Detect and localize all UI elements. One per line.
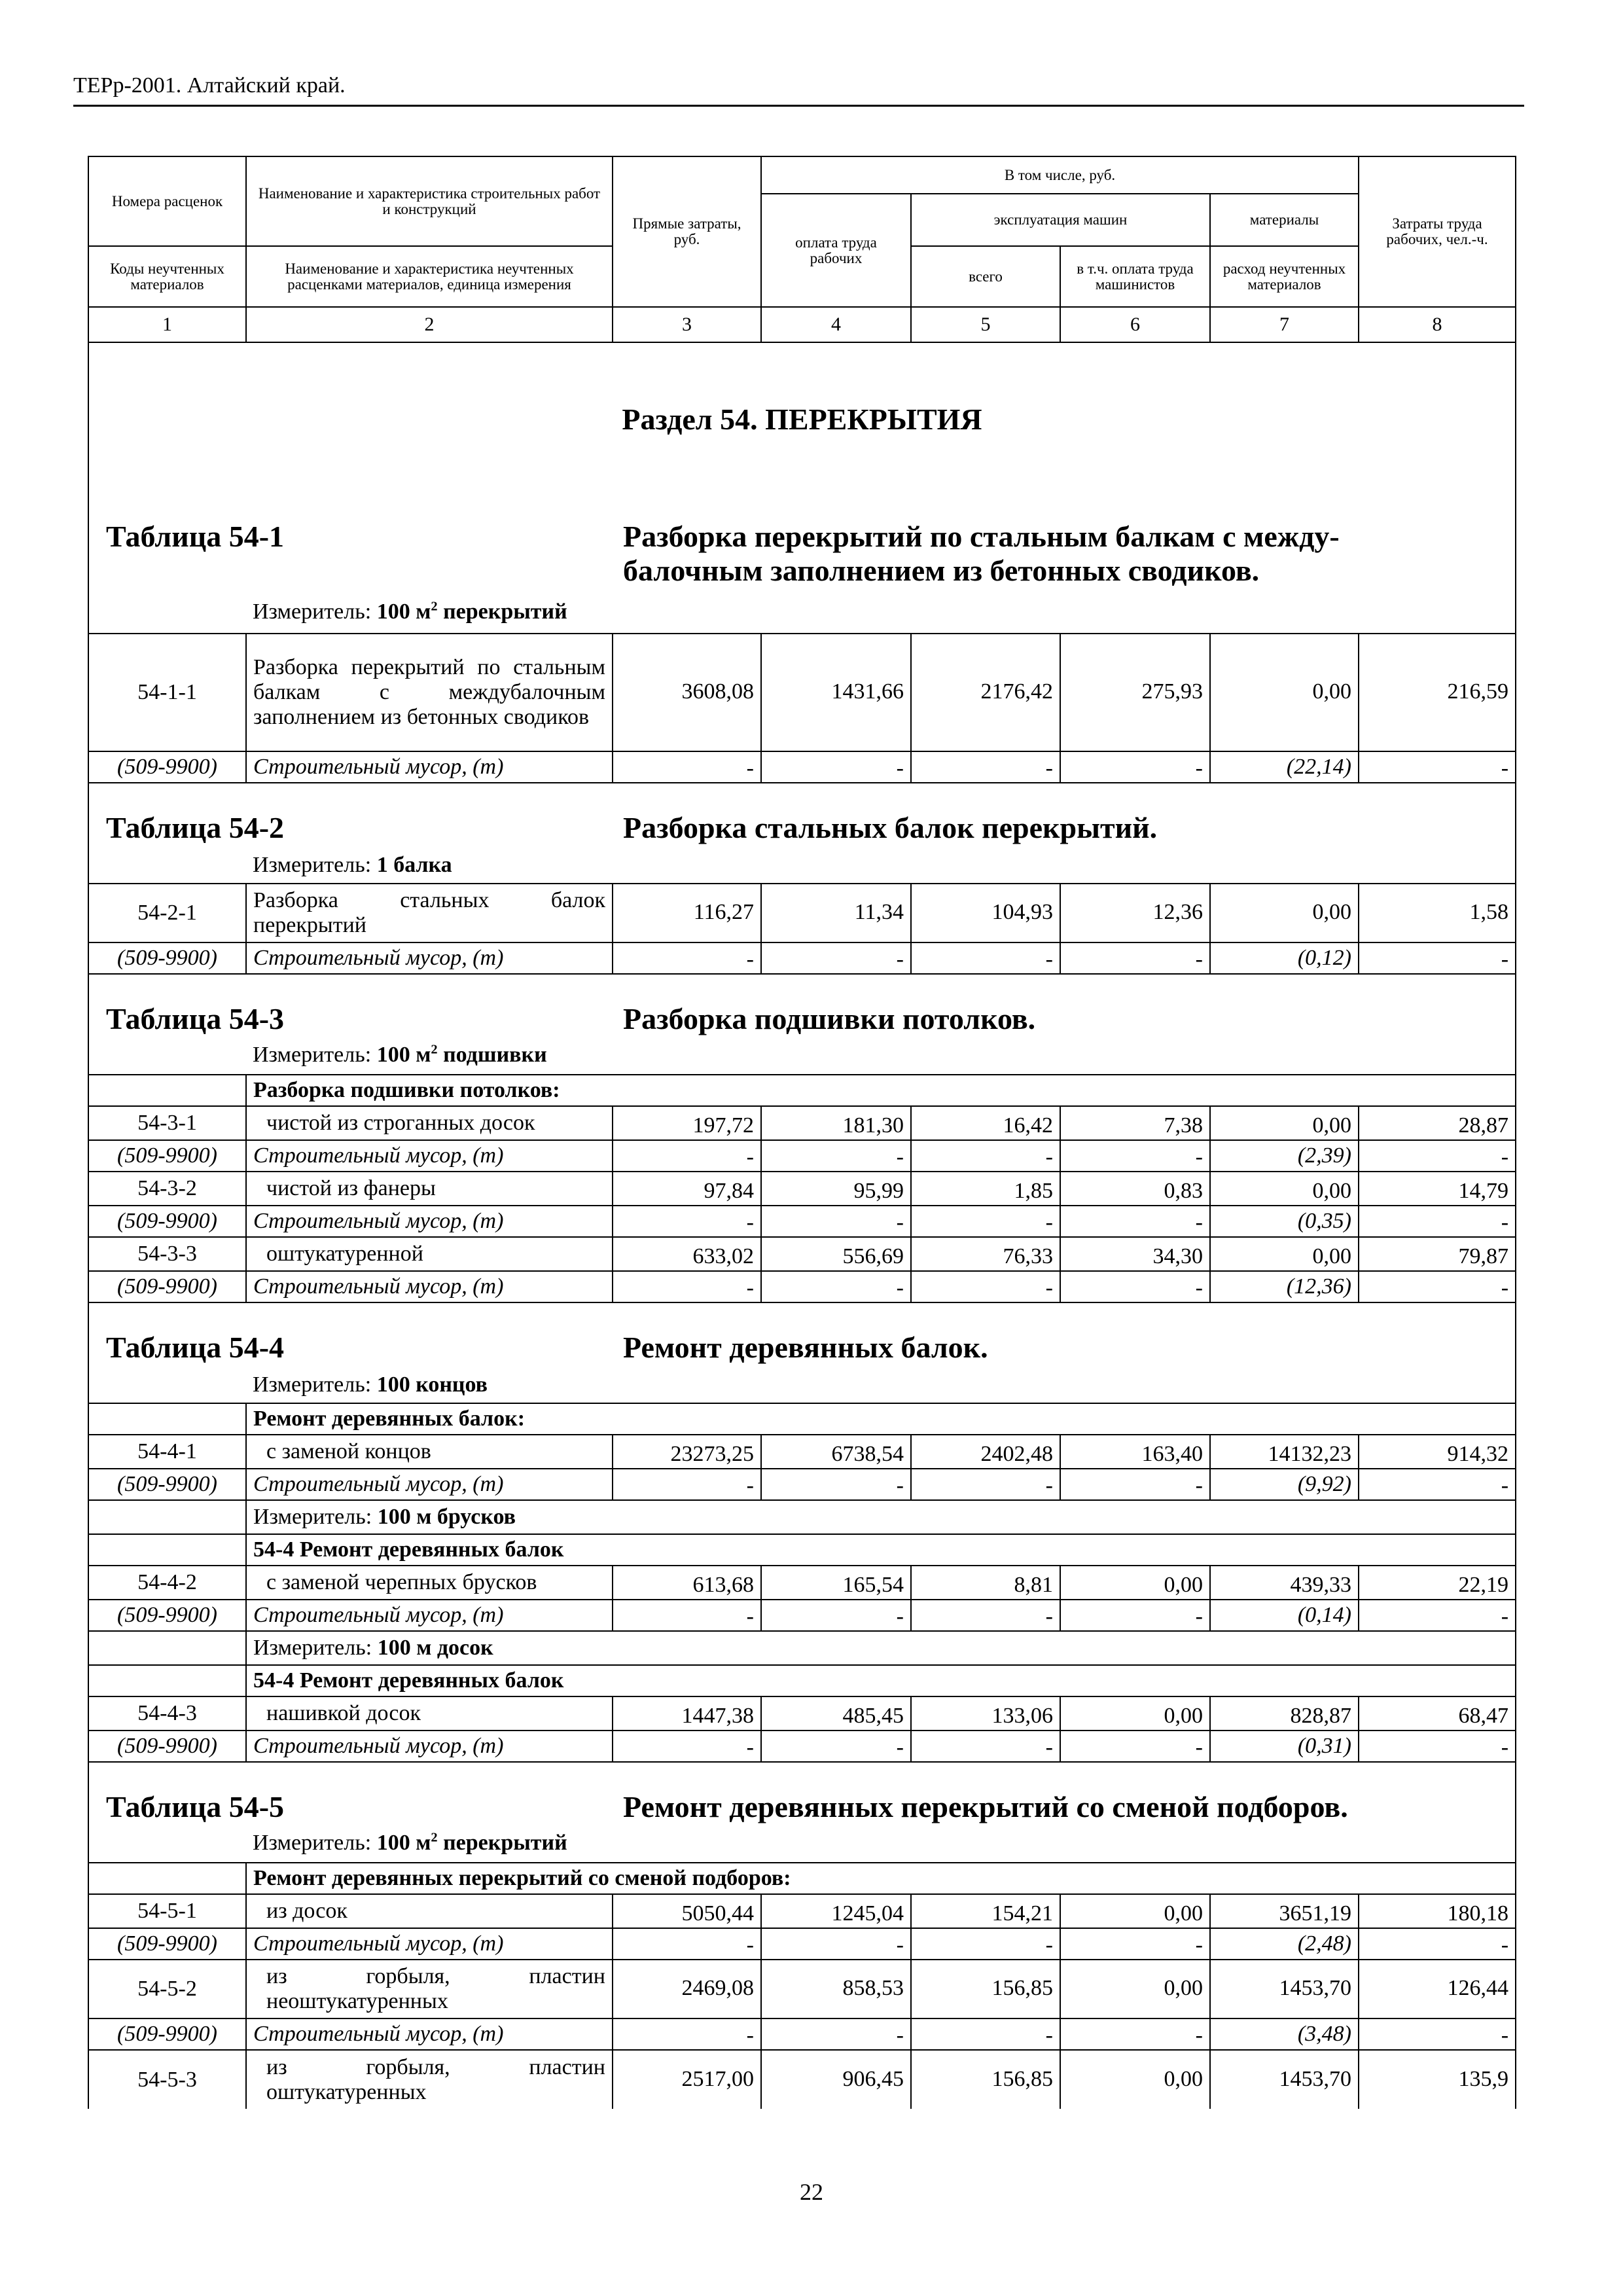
dash: -	[1359, 1206, 1516, 1237]
machinists-wages: 0,00	[1060, 1960, 1210, 2018]
header-material-names: Наименование и характеристика неучтенных расценками материалов, единица измерения	[246, 246, 613, 307]
header-work-name: Наименование и характеристика строительных работ и конструкций	[246, 156, 613, 246]
machines-total: 2402,48	[911, 1435, 1060, 1469]
running-header: ТЕРр-2001. Алтайский край.	[73, 73, 346, 98]
table-title: Ремонт деревянных балок.	[623, 1331, 988, 1364]
wages: 906,45	[761, 2050, 911, 2109]
dash: -	[911, 2018, 1060, 2050]
dash: -	[911, 1271, 1060, 1302]
column-number: 7	[1210, 307, 1359, 342]
table-row	[88, 1172, 1516, 1206]
materials-consumption: 0,00	[1210, 1172, 1359, 1206]
table-title: Разборка стальных балок перекрытий.	[623, 811, 1158, 844]
waste-row	[88, 2018, 1516, 2050]
empty-cell	[88, 1075, 246, 1106]
dash: -	[1060, 2018, 1210, 2050]
work-name: с заменой концов	[246, 1435, 613, 1469]
header-wages: оплата труда рабочих	[761, 194, 911, 307]
dash: -	[1060, 1731, 1210, 1762]
machines-total: 156,85	[911, 2050, 1060, 2109]
dash: -	[761, 2018, 911, 2050]
materials-consumption: 3651,19	[1210, 1894, 1359, 1928]
machinists-wages: 7,38	[1060, 1106, 1210, 1140]
materials-consumption: 0,00	[1210, 884, 1359, 942]
table-row	[88, 884, 1516, 942]
work-name: из горбыля, пластин оштукатуренных	[246, 2050, 613, 2109]
material-code: (509-9900)	[88, 1731, 246, 1762]
work-name: нашивкой досок	[246, 1696, 613, 1731]
waste-row	[88, 1271, 1516, 1302]
rates-table	[88, 156, 1516, 2109]
materials-consumption: 828,87	[1210, 1696, 1359, 1731]
header-including: В том числе, руб.	[761, 156, 1359, 194]
wages: 165,54	[761, 1566, 911, 1600]
dash: -	[1060, 1469, 1210, 1500]
material-amount: (12,36)	[1210, 1271, 1359, 1302]
work-name: с заменой черепных брусков	[246, 1566, 613, 1600]
dash: -	[613, 1271, 761, 1302]
header-materials: материалы	[1210, 194, 1359, 246]
table-row	[88, 1106, 1516, 1140]
measure-unit: Измеритель: 100 концов	[253, 1372, 488, 1397]
materials-consumption: 1453,70	[1210, 1960, 1359, 2018]
direct-costs: 613,68	[613, 1566, 761, 1600]
dash: -	[613, 1600, 761, 1631]
machinists-wages: 12,36	[1060, 884, 1210, 942]
waste-row	[88, 1140, 1516, 1172]
direct-costs: 3608,08	[613, 634, 761, 751]
work-name: Разборка перекрытий по стальным балкам с междубалочным заполнением из бетонных сводиков	[246, 634, 613, 751]
wages: 1245,04	[761, 1894, 911, 1928]
work-name: чистой из строганных досок	[246, 1106, 613, 1140]
machinists-wages: 34,30	[1060, 1237, 1210, 1271]
material-code: (509-9900)	[88, 751, 246, 783]
table-title: Разборка перекрытий по стальным балкам с между- балочным заполнением из бетонных сводиков.	[623, 520, 1340, 587]
machines-total: 76,33	[911, 1237, 1060, 1271]
machinists-wages: 0,00	[1060, 1696, 1210, 1731]
table-row	[88, 1960, 1516, 2018]
dash: -	[911, 942, 1060, 974]
dash: -	[1060, 1600, 1210, 1631]
labor-costs: 14,79	[1359, 1172, 1516, 1206]
direct-costs: 1447,38	[613, 1696, 761, 1731]
wages: 6738,54	[761, 1435, 911, 1469]
empty-cell	[88, 1863, 246, 1894]
material-amount: (0,14)	[1210, 1600, 1359, 1631]
dash: -	[1359, 1928, 1516, 1960]
material-name: Строительный мусор, (т)	[246, 1600, 613, 1631]
wages: 556,69	[761, 1237, 911, 1271]
machines-total: 1,85	[911, 1172, 1060, 1206]
material-code: (509-9900)	[88, 1469, 246, 1500]
measure-unit: Измеритель: 100 м брусков	[246, 1500, 1516, 1534]
machinists-wages: 0,00	[1060, 1894, 1210, 1928]
machines-total: 8,81	[911, 1566, 1060, 1600]
work-name: из досок	[246, 1894, 613, 1928]
page-number: 22	[800, 2179, 823, 2205]
dash: -	[1060, 942, 1210, 974]
header-direct-costs: Прямые затраты, руб.	[613, 156, 761, 307]
rate-code: 54-3-2	[88, 1172, 246, 1206]
machines-total: 133,06	[911, 1696, 1060, 1731]
machines-total: 156,85	[911, 1960, 1060, 2018]
material-name: Строительный мусор, (т)	[246, 1206, 613, 1237]
wages: 181,30	[761, 1106, 911, 1140]
dash: -	[911, 1928, 1060, 1960]
rate-code: 54-3-1	[88, 1106, 246, 1140]
table-label: Таблица 54-3	[106, 1002, 285, 1035]
material-code: (509-9900)	[88, 1206, 246, 1237]
table-row	[88, 1237, 1516, 1271]
material-amount: (22,14)	[1210, 751, 1359, 783]
labor-costs: 79,87	[1359, 1237, 1516, 1271]
rate-code: 54-5-1	[88, 1894, 246, 1928]
dash: -	[1060, 751, 1210, 783]
column-number: 5	[911, 307, 1060, 342]
dash: -	[1359, 1140, 1516, 1172]
direct-costs: 2517,00	[613, 2050, 761, 2109]
material-name: Строительный мусор, (т)	[246, 2018, 613, 2050]
header-rule	[73, 105, 1524, 107]
labor-costs: 22,19	[1359, 1566, 1516, 1600]
dash: -	[911, 1731, 1060, 1762]
dash: -	[613, 1140, 761, 1172]
material-amount: (0,31)	[1210, 1731, 1359, 1762]
direct-costs: 23273,25	[613, 1435, 761, 1469]
direct-costs: 197,72	[613, 1106, 761, 1140]
table-row	[88, 2050, 1516, 2109]
material-name: Строительный мусор, (т)	[246, 1271, 613, 1302]
dash: -	[761, 1206, 911, 1237]
material-name: Строительный мусор, (т)	[246, 942, 613, 974]
table-row	[88, 634, 1516, 751]
materials-consumption: 439,33	[1210, 1566, 1359, 1600]
machinists-wages: 163,40	[1060, 1435, 1210, 1469]
rate-code: 54-5-3	[88, 2050, 246, 2109]
dash: -	[911, 1469, 1060, 1500]
waste-row	[88, 1600, 1516, 1631]
empty-cell	[88, 1403, 246, 1435]
wages: 858,53	[761, 1960, 911, 2018]
machines-total: 2176,42	[911, 634, 1060, 751]
measure-unit: Измеритель: 100 м досок	[246, 1631, 1516, 1665]
dash: -	[1060, 1271, 1210, 1302]
measure-unit: Измеритель: 100 $м^2$ перекрытий	[253, 599, 567, 624]
dash: -	[1359, 1731, 1516, 1762]
rate-code: 54-2-1	[88, 884, 246, 942]
dash: -	[761, 1469, 911, 1500]
dash: -	[1060, 1206, 1210, 1237]
machinists-wages: 0,83	[1060, 1172, 1210, 1206]
column-number: 6	[1060, 307, 1210, 342]
material-name: Строительный мусор, (т)	[246, 1469, 613, 1500]
dash: -	[613, 942, 761, 974]
column-number: 4	[761, 307, 911, 342]
table-row	[88, 1894, 1516, 1928]
table-heading-block	[88, 783, 1516, 884]
group-label: Ремонт деревянных перекрытий со сменой подборов:	[246, 1863, 1516, 1894]
header-labor-costs: Затраты труда рабочих, чел.-ч.	[1359, 156, 1516, 307]
dash: -	[761, 942, 911, 974]
header-material-consumption: расход неучтенных материалов	[1210, 246, 1359, 307]
dash: -	[613, 1928, 761, 1960]
rate-code: 54-1-1	[88, 634, 246, 751]
material-amount: (2,39)	[1210, 1140, 1359, 1172]
waste-row	[88, 1928, 1516, 1960]
material-amount: (0,12)	[1210, 942, 1359, 974]
material-code: (509-9900)	[88, 942, 246, 974]
waste-row	[88, 1206, 1516, 1237]
materials-consumption: 0,00	[1210, 1237, 1359, 1271]
material-code: (509-9900)	[88, 1600, 246, 1631]
empty-cell	[88, 1631, 246, 1665]
wages: 1431,66	[761, 634, 911, 751]
group-label: 54-4 Ремонт деревянных балок	[246, 1534, 1516, 1566]
wages: 485,45	[761, 1696, 911, 1731]
dash: -	[911, 1140, 1060, 1172]
material-amount: (3,48)	[1210, 2018, 1359, 2050]
waste-row	[88, 751, 1516, 783]
work-name: чистой из фанеры	[246, 1172, 613, 1206]
header-rates-numbers: Номера расценок	[88, 156, 246, 246]
direct-costs: 2469,08	[613, 1960, 761, 2018]
table-label: Таблица 54-5	[106, 1790, 285, 1823]
material-name: Строительный мусор, (т)	[246, 751, 613, 783]
dash: -	[613, 1206, 761, 1237]
dash: -	[911, 1600, 1060, 1631]
dash: -	[761, 1731, 911, 1762]
labor-costs: 28,87	[1359, 1106, 1516, 1140]
labor-costs: 68,47	[1359, 1696, 1516, 1731]
section-block	[88, 342, 1516, 634]
direct-costs: 97,84	[613, 1172, 761, 1206]
material-amount: (9,92)	[1210, 1469, 1359, 1500]
work-name: оштукатуренной	[246, 1237, 613, 1271]
table-row	[88, 1696, 1516, 1731]
table-title: Разборка подшивки потолков.	[623, 1002, 1036, 1035]
measure-unit: Измеритель: 100 $м^2$ перекрытий	[253, 1830, 567, 1855]
rate-code: 54-4-1	[88, 1435, 246, 1469]
machinists-wages: 0,00	[1060, 1566, 1210, 1600]
wages: 95,99	[761, 1172, 911, 1206]
table-label: Таблица 54-2	[106, 811, 285, 844]
waste-row	[88, 942, 1516, 974]
table-title: Ремонт деревянных перекрытий со сменой подборов.	[623, 1790, 1348, 1823]
measure-unit: Измеритель: 100 $м^2$ подшивки	[253, 1042, 547, 1067]
group-label: Разборка подшивки потолков:	[246, 1075, 1516, 1106]
section-title: Раздел 54. ПЕРЕКРЫТИЯ	[622, 403, 982, 436]
waste-row	[88, 1469, 1516, 1500]
header-machines-total: всего	[911, 246, 1060, 307]
work-name: из горбыля, пластин неоштукатуренных	[246, 1960, 613, 2018]
material-code: (509-9900)	[88, 2018, 246, 2050]
empty-cell	[88, 1500, 246, 1534]
dash: -	[1359, 2018, 1516, 2050]
table-heading-block	[88, 1762, 1516, 1863]
labor-costs: 1,58	[1359, 884, 1516, 942]
wages: 11,34	[761, 884, 911, 942]
dash: -	[761, 751, 911, 783]
empty-cell	[88, 1665, 246, 1696]
group-label: Ремонт деревянных балок:	[246, 1403, 1516, 1435]
column-number: 8	[1359, 307, 1516, 342]
dash: -	[1359, 942, 1516, 974]
work-name: Разборка стальных балок перекрытий	[246, 884, 613, 942]
table-row	[88, 1435, 1516, 1469]
machines-total: 154,21	[911, 1894, 1060, 1928]
header-machinists-wages: в т.ч. оплата труда машинистов	[1060, 246, 1210, 307]
materials-consumption: 14132,23	[1210, 1435, 1359, 1469]
dash: -	[613, 1731, 761, 1762]
labor-costs: 180,18	[1359, 1894, 1516, 1928]
empty-cell	[88, 1534, 246, 1566]
dash: -	[761, 1140, 911, 1172]
material-name: Строительный мусор, (т)	[246, 1140, 613, 1172]
direct-costs: 116,27	[613, 884, 761, 942]
machinists-wages: 275,93	[1060, 634, 1210, 751]
rate-code: 54-3-3	[88, 1237, 246, 1271]
dash: -	[761, 1271, 911, 1302]
materials-consumption: 0,00	[1210, 634, 1359, 751]
table-label: Таблица 54-1	[106, 520, 285, 553]
machines-total: 16,42	[911, 1106, 1060, 1140]
column-number: 2	[246, 307, 613, 342]
material-code: (509-9900)	[88, 1271, 246, 1302]
rate-code: 54-5-2	[88, 1960, 246, 2018]
table-heading-block	[88, 974, 1516, 1075]
machines-total: 104,93	[911, 884, 1060, 942]
dash: -	[1359, 1469, 1516, 1500]
machinists-wages: 0,00	[1060, 2050, 1210, 2109]
rate-code: 54-4-2	[88, 1566, 246, 1600]
labor-costs: 914,32	[1359, 1435, 1516, 1469]
material-name: Строительный мусор, (т)	[246, 1731, 613, 1762]
table-row	[88, 1566, 1516, 1600]
material-code: (509-9900)	[88, 1928, 246, 1960]
labor-costs: 135,9	[1359, 2050, 1516, 2109]
rate-code: 54-4-3	[88, 1696, 246, 1731]
material-name: Строительный мусор, (т)	[246, 1928, 613, 1960]
material-code: (509-9900)	[88, 1140, 246, 1172]
column-number: 3	[613, 307, 761, 342]
dash: -	[1060, 1928, 1210, 1960]
table-heading-block	[88, 1302, 1516, 1403]
dash: -	[1060, 1140, 1210, 1172]
dash: -	[761, 1600, 911, 1631]
labor-costs: 126,44	[1359, 1960, 1516, 2018]
materials-consumption: 0,00	[1210, 1106, 1359, 1140]
column-number: 1	[88, 307, 246, 342]
direct-costs: 633,02	[613, 1237, 761, 1271]
dash: -	[761, 1928, 911, 1960]
dash: -	[1359, 751, 1516, 783]
labor-costs: 216,59	[1359, 634, 1516, 751]
dash: -	[613, 1469, 761, 1500]
material-amount: (2,48)	[1210, 1928, 1359, 1960]
dash: -	[911, 1206, 1060, 1237]
table-label: Таблица 54-4	[106, 1331, 285, 1364]
direct-costs: 5050,44	[613, 1894, 761, 1928]
waste-row	[88, 1731, 1516, 1762]
dash: -	[613, 2018, 761, 2050]
group-label: 54-4 Ремонт деревянных балок	[246, 1665, 1516, 1696]
dash: -	[1359, 1271, 1516, 1302]
materials-consumption: 1453,70	[1210, 2050, 1359, 2109]
measure-unit: Измеритель: 1 балка	[253, 853, 452, 877]
dash: -	[1359, 1600, 1516, 1631]
dash: -	[911, 751, 1060, 783]
header-machines: эксплуатация машин	[911, 194, 1210, 246]
header-material-codes: Коды неучтенных материалов	[88, 246, 246, 307]
dash: -	[613, 751, 761, 783]
material-amount: (0,35)	[1210, 1206, 1359, 1237]
